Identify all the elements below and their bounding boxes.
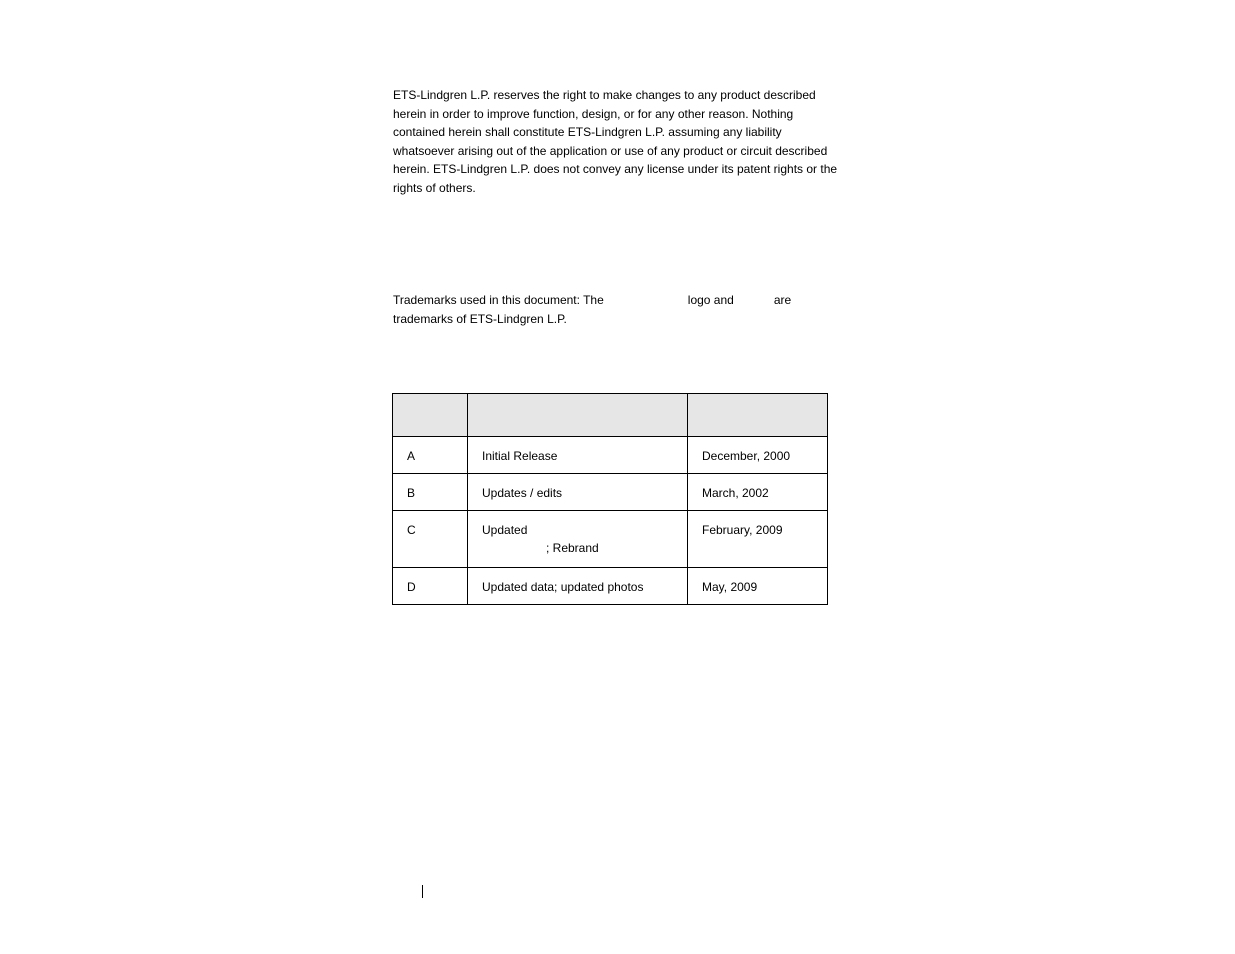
trademarks-paragraph bbox=[393, 291, 845, 328]
description-cell: Initial Release bbox=[468, 437, 688, 474]
revision-history-table bbox=[392, 393, 828, 605]
description-cell: Updated data; updated photos bbox=[468, 568, 688, 605]
revision-cell: D bbox=[393, 568, 468, 605]
description-line-1: Updated bbox=[482, 523, 528, 537]
table-row bbox=[393, 511, 828, 568]
table-row bbox=[393, 437, 828, 474]
date-cell: February, 2009 bbox=[688, 511, 828, 568]
description-line-2: ; Rebrand bbox=[546, 541, 599, 555]
table-row bbox=[393, 474, 828, 511]
date-cell: March, 2002 bbox=[688, 474, 828, 511]
header-description bbox=[468, 394, 688, 437]
trademark-symbol-gap bbox=[734, 291, 774, 310]
date-cell: May, 2009 bbox=[688, 568, 828, 605]
revision-cell: B bbox=[393, 474, 468, 511]
revision-cell: C bbox=[393, 511, 468, 568]
footer-change-bar bbox=[422, 885, 423, 898]
revision-cell: A bbox=[393, 437, 468, 474]
header-date bbox=[688, 394, 828, 437]
description-cell bbox=[468, 511, 688, 568]
description-cell: Updates / edits bbox=[468, 474, 688, 511]
trademark-logo-gap bbox=[604, 291, 688, 310]
table-header-row bbox=[393, 394, 828, 437]
trademarks-text-part1: Trademarks used in this document: The bbox=[393, 293, 604, 307]
trademarks-line-2: trademarks of ETS-Lindgren L.P. bbox=[393, 311, 567, 326]
trademarks-text-part2: logo and bbox=[687, 293, 734, 307]
table-row bbox=[393, 568, 828, 605]
trademarks-line-1 bbox=[393, 291, 845, 310]
disclaimer-paragraph: ETS-Lindgren L.P. reserves the right to make changes to any product described herein in order to improve function, design, or for any other reason. Nothing contained herein shall constitute ETS-Lindgren L.P. assuming any liability whatsoever arising out of the application or use of any product or circuit described herein. ETS-Lindgren L.P. does not convey any license under its patent rights or the rights of others. bbox=[393, 88, 838, 195]
header-revision bbox=[393, 394, 468, 437]
date-cell: December, 2000 bbox=[688, 437, 828, 474]
trademarks-text-part3: are bbox=[773, 293, 792, 307]
